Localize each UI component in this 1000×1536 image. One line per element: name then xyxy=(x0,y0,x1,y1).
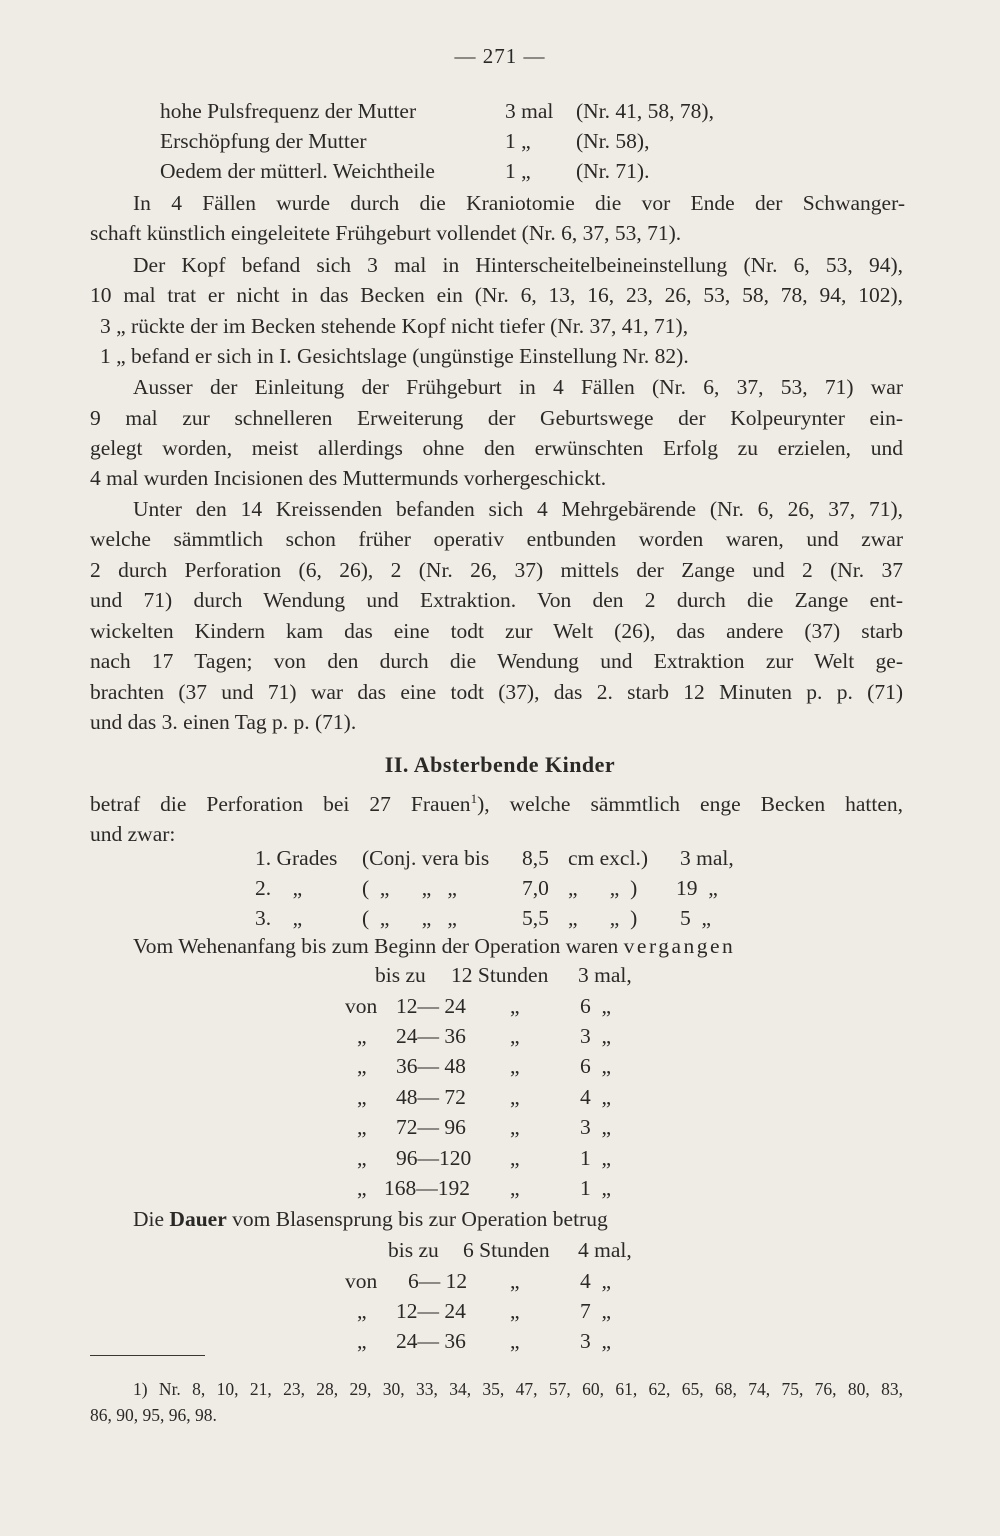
labor-intro-text: Vom Wehenanfang bis zum Beginn der Operation waren xyxy=(133,934,624,958)
grade-paren: ( „ „ „ xyxy=(362,906,457,930)
paragraph-line: nach 17 Tagen; von den durch die Wendung und Extraktion zur Welt ge- xyxy=(90,649,903,673)
paragraph-line: welche sämmtlich schon früher operativ entbunden worden waren, und zwar xyxy=(90,527,903,551)
labor-ditto: „ xyxy=(510,1085,520,1109)
duration-count: 3 „ xyxy=(580,1329,612,1353)
duration-count: 4 mal, xyxy=(578,1238,632,1262)
labor-count: 3 „ xyxy=(580,1115,612,1139)
cause-label: Oedem der mütterl. Weichtheile xyxy=(160,159,435,183)
labor-range: 12— 24 xyxy=(396,994,466,1018)
paragraph-line: Der Kopf befand sich 3 mal in Hinterscheitelbeineinstellung (Nr. 6, 53, 94), xyxy=(133,253,903,277)
labor-range: 48— 72 xyxy=(396,1085,466,1109)
paragraph-line: brachten (37 und 71) war das eine todt (37), das 2. starb 12 Minuten p. p. (71) xyxy=(90,680,903,704)
grade-count: 5 „ xyxy=(680,906,712,930)
labor-count: 1 „ xyxy=(580,1146,612,1170)
duration-intro-text: vom Blasensprung bis zur Operation betrug xyxy=(226,1207,608,1231)
grade-label: 3. „ xyxy=(255,906,303,930)
page-number: — 271 — xyxy=(454,44,546,68)
footnote-mark: 1 xyxy=(470,791,478,806)
duration-ditto: „ xyxy=(510,1299,520,1323)
labor-count: 1 „ xyxy=(580,1176,612,1200)
paragraph-line: 2 durch Perforation (6, 26), 2 (Nr. 26, 37) mittels der Zange und 2 (Nr. 37 xyxy=(90,558,903,582)
labor-ditto: „ xyxy=(510,1115,520,1139)
cause-count: 3 mal xyxy=(505,99,554,123)
cause-ref: (Nr. 71). xyxy=(576,159,650,183)
paragraph-line: In 4 Fällen wurde durch die Kraniotomie die vor Ende der Schwanger- xyxy=(133,191,905,215)
duration-range: 12— 24 xyxy=(396,1299,466,1323)
paragraph-line: Ausser der Einleitung der Frühgeburt in 4 Fällen (Nr. 6, 37, 53, 71) war xyxy=(133,375,903,399)
labor-intro-spaced: vergangen xyxy=(623,934,736,958)
duration-ditto: „ xyxy=(510,1269,520,1293)
labor-count: 6 „ xyxy=(580,994,612,1018)
grade-label: 2. „ xyxy=(255,876,303,900)
labor-count: 6 „ xyxy=(580,1054,612,1078)
grade-value: 7,0 xyxy=(522,876,549,900)
duration-range: 6 Stunden xyxy=(463,1238,550,1262)
labor-intro xyxy=(133,931,735,961)
grade-count: 3 mal, xyxy=(680,846,734,870)
labor-prefix: „ xyxy=(357,1085,367,1109)
cause-count: 1 „ xyxy=(505,129,531,153)
paragraph-line: 9 mal zur schnelleren Erweiterung der Geburtswege der Kolpeurynter ein- xyxy=(90,406,903,430)
duration-range: 24— 36 xyxy=(396,1329,466,1353)
duration-count: 7 „ xyxy=(580,1299,612,1323)
duration-count: 4 „ xyxy=(580,1269,612,1293)
labor-prefix: „ xyxy=(357,1176,367,1200)
duration-intro xyxy=(133,1204,608,1234)
labor-prefix: „ xyxy=(357,1024,367,1048)
grade-paren: (Conj. vera bis xyxy=(362,846,490,870)
grade-value: 8,5 xyxy=(522,846,549,870)
labor-count: 3 „ xyxy=(580,1024,612,1048)
duration-prefix: bis zu xyxy=(388,1238,439,1262)
labor-count: 4 „ xyxy=(580,1085,612,1109)
paragraph-line: Unter den 14 Kreissenden befanden sich 4 Mehrgebärende (Nr. 6, 26, 37, 71), xyxy=(133,497,903,521)
grade-unit: „ „ ) xyxy=(568,906,638,930)
intro-text: ), welche sämmtlich enge Becken hatten, xyxy=(477,792,903,816)
labor-range: 168—192 xyxy=(384,1176,470,1200)
grade-unit: cm excl.) xyxy=(568,846,648,870)
grade-label: 1. Grades xyxy=(255,846,338,870)
labor-range: 12 Stunden xyxy=(451,963,549,987)
labor-ditto: „ xyxy=(510,1146,520,1170)
duration-intro-bold: Dauer xyxy=(169,1207,227,1231)
paragraph-line: 10 mal trat er nicht in das Becken ein (Nr. 6, 13, 16, 23, 26, 53, 58, 78, 94, 102), xyxy=(90,283,903,307)
labor-prefix: „ xyxy=(357,1054,367,1078)
paragraph-line: wickelten Kindern kam das eine todt zur Welt (26), das andere (37) starb xyxy=(90,619,903,643)
footnote-line: 1) Nr. 8, 10, 21, 23, 28, 29, 30, 33, 34, 35, 47, 57, 60, 61, 62, 65, 68, 74, 75, 76, 80, 83, xyxy=(133,1379,903,1399)
paragraph-line: und das 3. einen Tag p. p. (71). xyxy=(90,710,357,734)
grade-value: 5,5 xyxy=(522,906,549,930)
duration-prefix: „ xyxy=(357,1299,367,1323)
labor-count: 3 mal, xyxy=(578,963,632,987)
labor-prefix: von xyxy=(345,994,378,1018)
labor-ditto: „ xyxy=(510,1024,520,1048)
paragraph-line: schaft künstlich eingeleitete Frühgeburt vollendet (Nr. 6, 37, 53, 71). xyxy=(90,221,682,245)
paragraph-line: 3 „ rückte der im Becken stehende Kopf nicht tiefer (Nr. 37, 41, 71), xyxy=(100,314,689,338)
labor-ditto: „ xyxy=(510,1054,520,1078)
labor-prefix: bis zu xyxy=(375,963,426,987)
duration-ditto: „ xyxy=(510,1329,520,1353)
labor-prefix: „ xyxy=(357,1115,367,1139)
labor-range: 24— 36 xyxy=(396,1024,466,1048)
labor-ditto: „ xyxy=(510,1176,520,1200)
section-intro-line: und zwar: xyxy=(90,822,176,846)
intro-text: betraf die Perforation bei 27 Frauen xyxy=(90,792,471,816)
paragraph-line: 1 „ befand er sich in I. Gesichtslage (ungünstige Einstellung Nr. 82). xyxy=(100,344,689,368)
section-intro-line xyxy=(90,789,903,819)
labor-prefix: „ xyxy=(357,1146,367,1170)
paragraph-line: und 71) durch Wendung und Extraktion. Von den 2 durch die Zange ent- xyxy=(90,588,903,612)
cause-count: 1 „ xyxy=(505,159,531,183)
labor-ditto: „ xyxy=(510,994,520,1018)
cause-label: hohe Pulsfrequenz der Mutter xyxy=(160,99,417,123)
duration-range: 6— 12 xyxy=(408,1269,468,1293)
grade-unit: „ „ ) xyxy=(568,876,638,900)
paragraph-line: gelegt worden, meist allerdings ohne den erwünschten Erfolg zu erzielen, und xyxy=(90,436,903,460)
labor-range: 96—120 xyxy=(396,1146,472,1170)
cause-ref: (Nr. 41, 58, 78), xyxy=(576,99,714,123)
duration-prefix: „ xyxy=(357,1329,367,1353)
cause-label: Erschöpfung der Mutter xyxy=(160,129,367,153)
section-heading: II. Absterbende Kinder xyxy=(384,752,616,777)
grade-paren: ( „ „ „ xyxy=(362,876,457,900)
paragraph-line: 4 mal wurden Incisionen des Muttermunds vorhergeschickt. xyxy=(90,466,607,490)
labor-range: 36— 48 xyxy=(396,1054,466,1078)
grade-count: 19 „ xyxy=(676,876,718,900)
duration-prefix: von xyxy=(345,1269,378,1293)
footnote-line: 86, 90, 95, 96, 98. xyxy=(90,1405,217,1425)
labor-range: 72— 96 xyxy=(396,1115,466,1139)
duration-intro-text: Die xyxy=(133,1207,170,1231)
cause-ref: (Nr. 58), xyxy=(576,129,650,153)
footnote-rule xyxy=(90,1355,205,1356)
